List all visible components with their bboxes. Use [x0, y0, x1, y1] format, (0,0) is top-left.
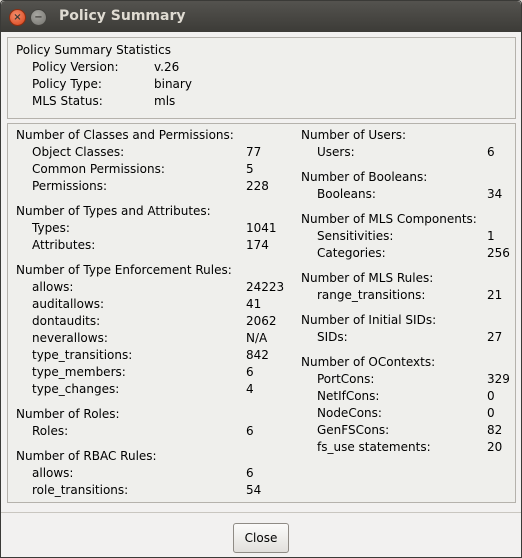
stat-label: Booleans: — [317, 187, 376, 201]
stat-label: GenFSCons: — [317, 423, 390, 437]
section-heading: Number of Users: — [301, 128, 407, 142]
stat-label: Sensitivities: — [317, 229, 394, 243]
stat-value: 174 — [246, 238, 269, 252]
policy-type-label: Policy Type: — [32, 77, 102, 91]
stat-value: 0 — [487, 389, 495, 403]
statistics-panel — [7, 37, 516, 119]
stat-label: SIDs: — [317, 330, 348, 344]
stat-label: Common Permissions: — [32, 162, 165, 176]
section-heading: Number of Booleans: — [301, 170, 428, 184]
stat-label: auditallows: — [32, 297, 105, 311]
stat-value: 24223 — [246, 280, 285, 294]
stat-label: type_members: — [32, 365, 126, 379]
stat-label: NodeCons: — [317, 406, 382, 420]
stat-label: allows: — [32, 466, 74, 480]
section-heading: Number of RBAC Rules: — [16, 449, 157, 463]
stat-value: 4 — [246, 382, 254, 396]
stat-label: Types: — [32, 221, 70, 235]
stat-label: fs_use statements: — [317, 440, 431, 454]
stat-value: 329 — [487, 372, 510, 386]
section-heading: Number of Type Enforcement Rules: — [16, 263, 232, 277]
section-heading: Number of MLS Components: — [301, 212, 477, 226]
stat-label: type_changes: — [32, 382, 120, 396]
stat-label: type_transitions: — [32, 348, 133, 362]
minimize-window-icon[interactable]: − — [30, 9, 47, 26]
window-content — [1, 32, 521, 557]
stat-value: 21 — [487, 288, 503, 302]
stat-label: Permissions: — [32, 179, 108, 193]
stat-value: 41 — [246, 297, 262, 311]
stat-label: neverallows: — [32, 331, 108, 345]
close-button[interactable]: Close — [233, 523, 289, 553]
section-heading: Number of MLS Rules: — [301, 271, 434, 285]
stat-label: Attributes: — [32, 238, 96, 252]
window-title: Policy Summary — [59, 8, 186, 24]
stat-value: 256 — [487, 246, 510, 260]
stat-value: 27 — [487, 330, 503, 344]
stat-value: 842 — [246, 348, 269, 362]
stat-value: 6 — [246, 365, 254, 379]
close-window-icon[interactable]: × — [9, 9, 26, 26]
stat-label: Object Classes: — [32, 145, 125, 159]
stat-value: 5 — [246, 162, 254, 176]
stat-label: Roles: — [32, 424, 69, 438]
stat-value: 2062 — [246, 314, 277, 328]
stat-value: 34 — [487, 187, 503, 201]
stat-label: NetIfCons: — [317, 389, 380, 403]
stat-value: 82 — [487, 423, 503, 437]
policy-version-value: v.26 — [154, 60, 180, 74]
stat-label: PortCons: — [317, 372, 375, 386]
stat-label: role_transitions: — [32, 483, 129, 497]
stat-value: 20 — [487, 440, 503, 454]
stat-label: allows: — [32, 280, 74, 294]
stat-value: 228 — [246, 179, 269, 193]
stat-value: N/A — [246, 331, 268, 345]
footer-separator — [1, 512, 521, 513]
section-heading: Number of Roles: — [16, 407, 120, 421]
stat-value: 6 — [487, 145, 495, 159]
section-heading: Number of OContexts: — [301, 355, 436, 369]
stat-value: 6 — [246, 466, 254, 480]
statistics-heading: Policy Summary Statistics — [16, 43, 171, 57]
stat-value: 0 — [487, 406, 495, 420]
section-heading: Number of Types and Attributes: — [16, 204, 211, 218]
stat-value: 1041 — [246, 221, 277, 235]
mls-status-label: MLS Status: — [32, 94, 103, 108]
mls-status-value: mls — [154, 94, 176, 108]
title-bar — [1, 1, 521, 32]
stat-value: 1 — [487, 229, 495, 243]
section-heading: Number of Initial SIDs: — [301, 313, 437, 327]
stat-value: 6 — [246, 424, 254, 438]
policy-version-label: Policy Version: — [32, 60, 119, 74]
stat-value: 54 — [246, 483, 262, 497]
stat-label: dontaudits: — [32, 314, 101, 328]
stat-label: Users: — [317, 145, 355, 159]
stat-label: range_transitions: — [317, 288, 426, 302]
policy-type-value: binary — [154, 77, 192, 91]
section-heading: Number of Classes and Permissions: — [16, 128, 234, 142]
stat-label: Categories: — [317, 246, 386, 260]
counts-panel — [7, 123, 516, 503]
stat-value: 77 — [246, 145, 262, 159]
